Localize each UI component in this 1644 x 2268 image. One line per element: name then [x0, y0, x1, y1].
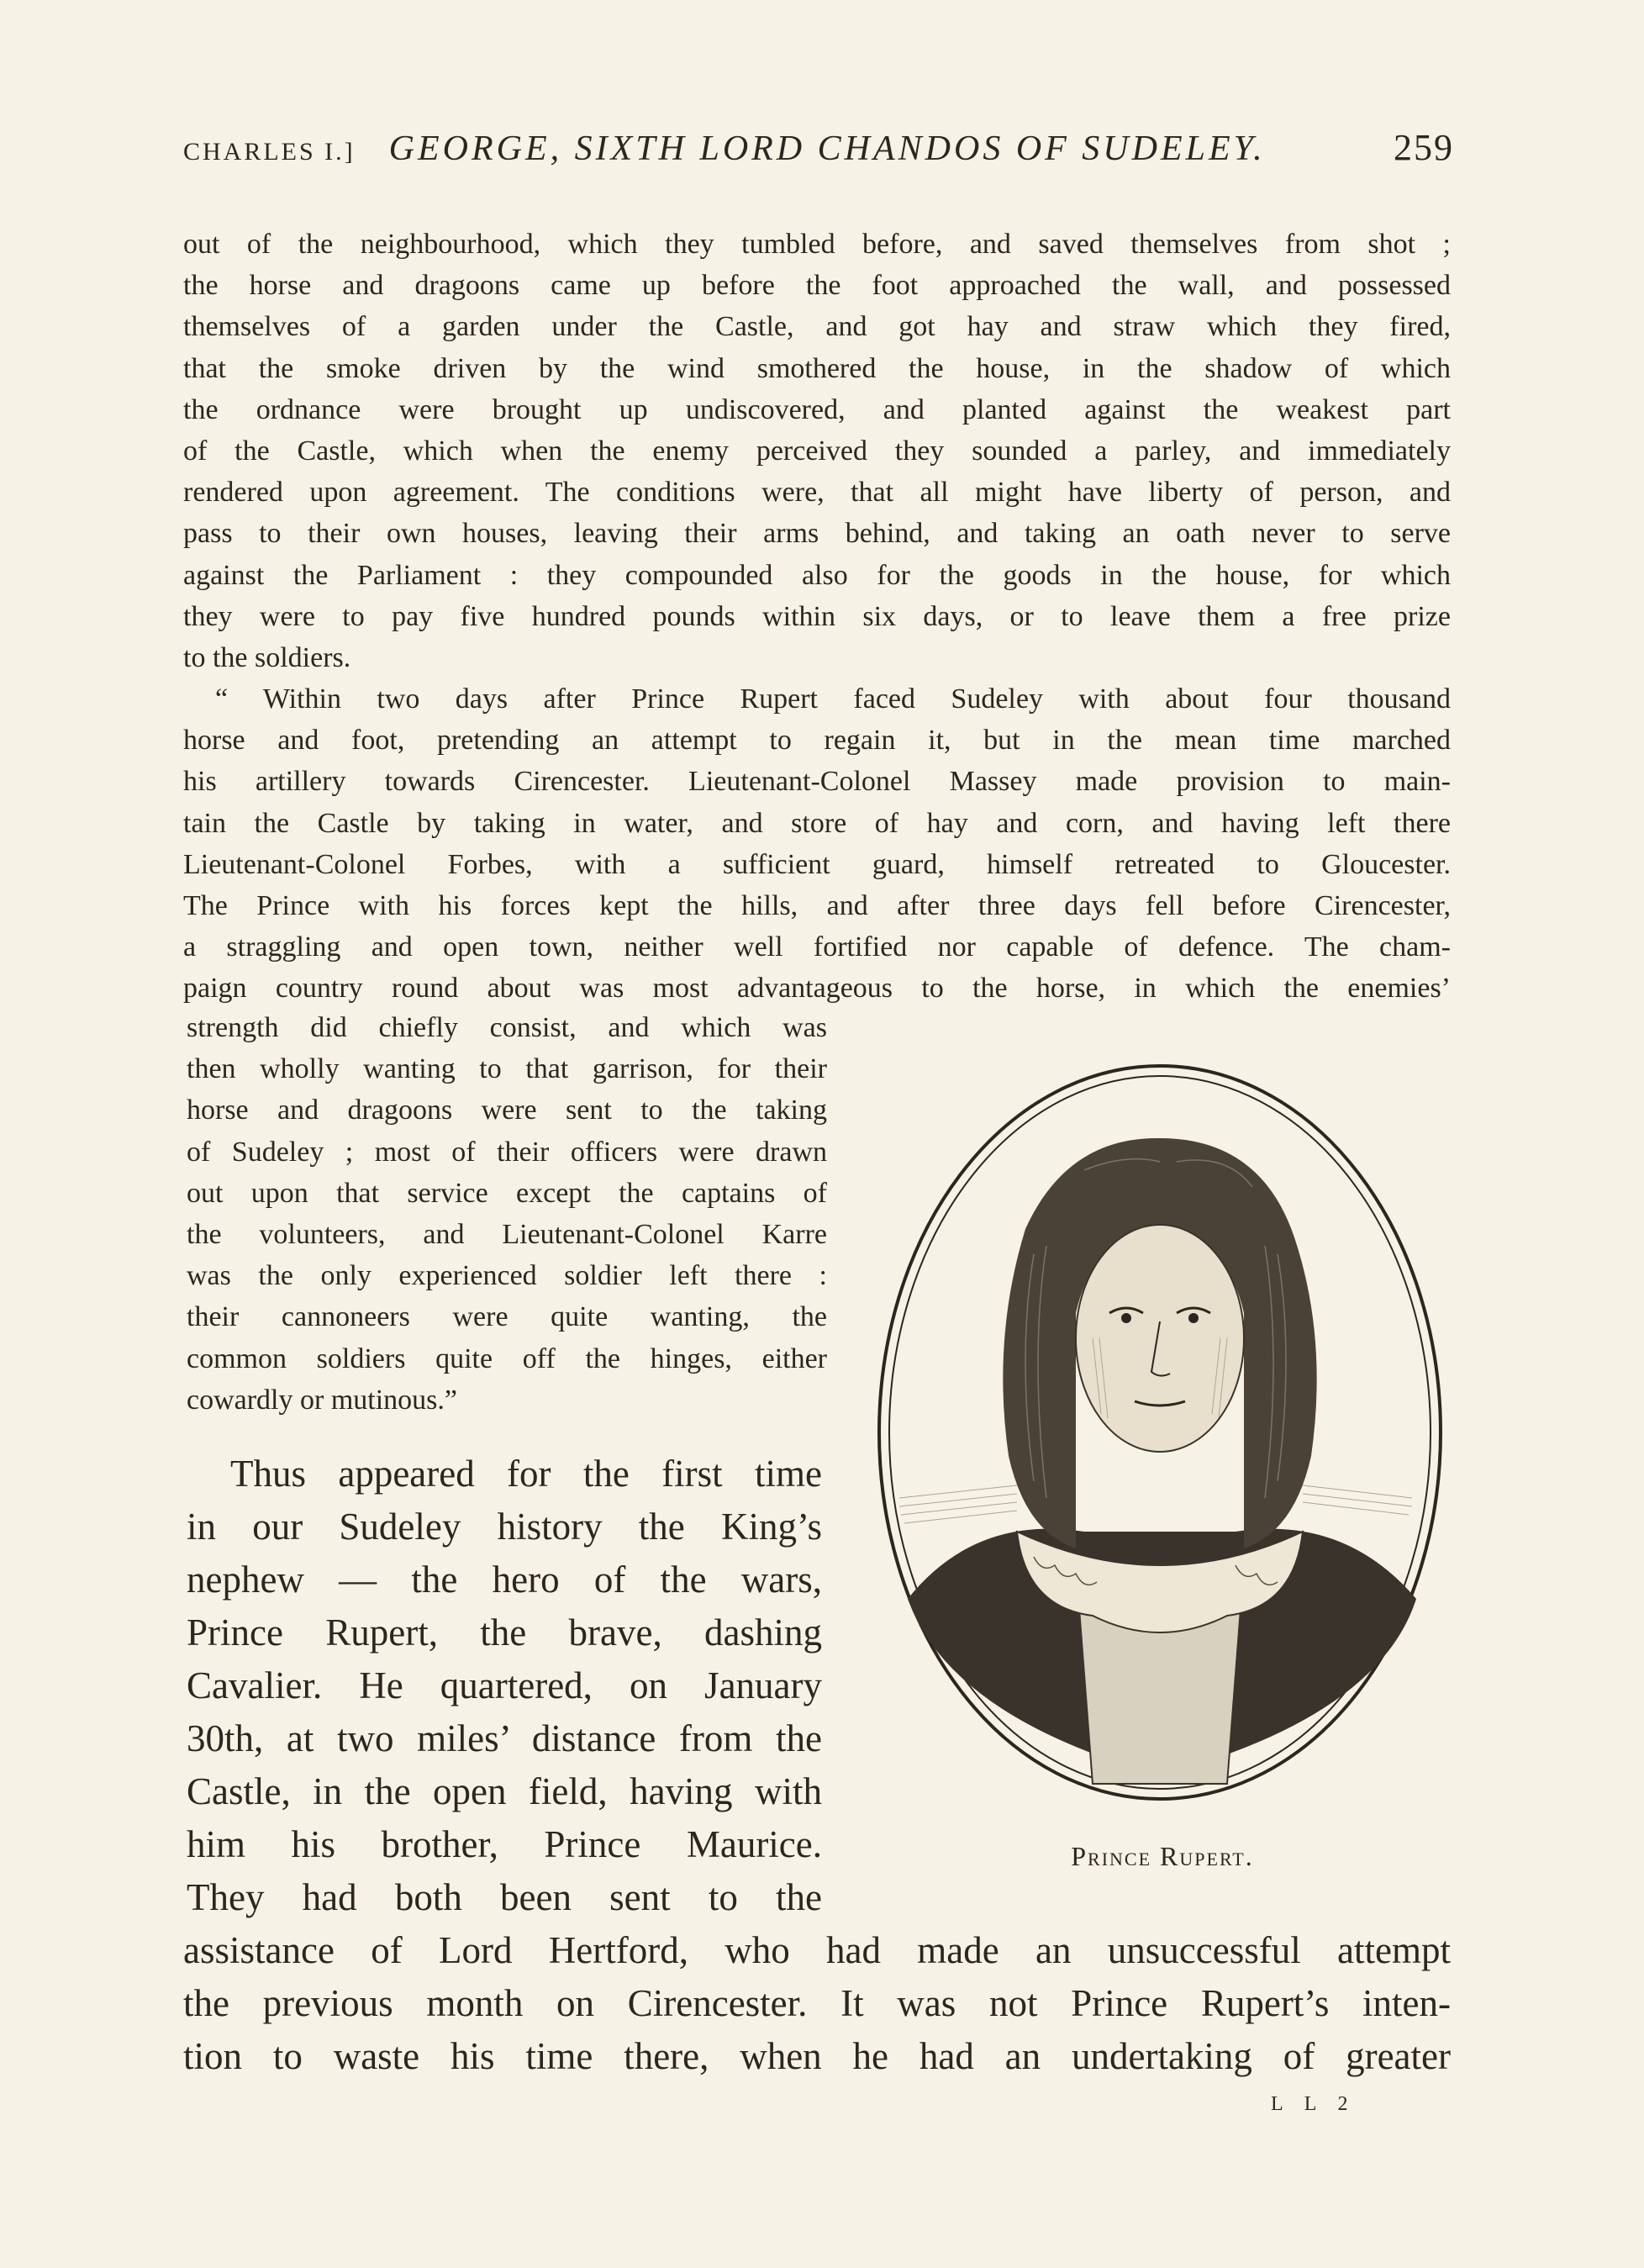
- text-line: common soldiers quite off the hinges, either: [187, 1342, 827, 1374]
- text-line: horse and dragoons were sent to the taking: [187, 1094, 827, 1126]
- signature-mark: L L 2: [1271, 2093, 1357, 2115]
- paragraph-rupert-narrow: [187, 1448, 822, 1924]
- text-line: nephew — the hero of the wars,: [187, 1559, 822, 1601]
- text-line: assistance of Lord Hertford, who had made an unsuccessful attempt: [183, 1929, 1451, 1971]
- text-line: pass to their own houses, leaving their arms behind, and taking an oath never to serve: [183, 518, 1451, 550]
- text-line: 30th, at two miles’ distance from the: [187, 1717, 822, 1759]
- text-line: “ Within two days after Prince Rupert faced Sudeley with about four thousand: [215, 683, 1451, 715]
- text-line: tain the Castle by taking in water, and store of hay and corn, and having left there: [183, 807, 1451, 839]
- text-line: themselves of a garden under the Castle, and got hay and straw which they fired,: [183, 311, 1451, 343]
- text-line: Prince Rupert, the brave, dashing: [187, 1611, 822, 1654]
- text-line: a straggling and open town, neither well fortified nor capable of defence. The cham-: [183, 931, 1451, 963]
- text-line: Castle, in the open field, having with: [187, 1770, 822, 1812]
- text-line: They had both been sent to the: [187, 1876, 822, 1918]
- figure-caption: Prince Rupert.: [1071, 1841, 1254, 1871]
- page-number: 259: [1394, 127, 1454, 168]
- text-line: of Sudeley ; most of their officers were drawn: [187, 1136, 827, 1168]
- text-line: against the Parliament : they compounded also for the goods in the house, for which: [183, 559, 1451, 591]
- paragraph-siege: [183, 224, 1451, 678]
- text-line: of the Castle, which when the enemy perceived they sounded a parley, and immediately: [183, 435, 1451, 467]
- text-line: strength did chiefly consist, and which was: [187, 1012, 827, 1043]
- running-header: [183, 126, 1454, 185]
- text-line: him his brother, Prince Maurice.: [187, 1823, 822, 1865]
- paragraph-quote-wide: [183, 678, 1451, 1010]
- text-line: tion to waste his time there, when he had an undertaking of greater: [183, 2035, 1451, 2077]
- text-line: Cavalier. He quartered, on January: [187, 1664, 822, 1706]
- text-line: the previous month on Cirencester. It was not Prince Rupert’s inten-: [183, 1982, 1451, 2024]
- text-line: out of the neighbourhood, which they tumbled before, and saved themselves from shot ;: [183, 229, 1451, 260]
- header-title: GEORGE, SIXTH LORD CHANDOS OF SUDELEY.: [388, 129, 1266, 168]
- prince-rupert-portrait: [874, 1061, 1446, 1805]
- text-line: out upon that service except the captains of: [187, 1177, 827, 1209]
- text-line: they were to pay five hundred pounds within six days, or to leave them a free prize: [183, 600, 1451, 632]
- text-line: then wholly wanting to that garrison, for their: [187, 1053, 827, 1085]
- text-line: in our Sudeley history the King’s: [187, 1506, 822, 1548]
- text-line: paign country round about was most advantageous to the horse, in which the enemies’: [183, 973, 1451, 1005]
- text-line: was the only experienced soldier left there :: [187, 1260, 827, 1292]
- text-line: his artillery towards Cirencester. Lieutenant-Colonel Massey made provision to main-: [183, 766, 1451, 798]
- text-line: the ordnance were brought up undiscovered, and planted against the weakest part: [183, 393, 1451, 425]
- header-reign: CHARLES I.]: [183, 138, 356, 166]
- text-line: rendered upon agreement. The conditions were, that all might have liberty of person, and: [183, 477, 1451, 509]
- paragraph-quote-narrow: [187, 1007, 827, 1421]
- text-line: to the soldiers.: [183, 641, 351, 673]
- text-line: The Prince with his forces kept the hills, and after three days fell before Cirencester,: [183, 889, 1451, 921]
- text-line: horse and foot, pretending an attempt to regain it, but in the mean time marched: [183, 725, 1451, 757]
- text-line: Lieutenant-Colonel Forbes, with a sufficient guard, himself retreated to Gloucester.: [183, 848, 1451, 880]
- text-line: cowardly or mutinous.”: [187, 1384, 457, 1416]
- text-line: their cannoneers were quite wanting, the: [187, 1301, 827, 1333]
- text-line: that the smoke driven by the wind smothered the house, in the shadow of which: [183, 352, 1451, 384]
- text-line: the volunteers, and Lieutenant-Colonel Karre: [187, 1218, 827, 1250]
- text-line: the horse and dragoons came up before the foot approached the wall, and possessed: [183, 270, 1451, 302]
- paragraph-rupert-wide: [183, 1924, 1451, 2083]
- text-line: Thus appeared for the first time: [230, 1453, 822, 1495]
